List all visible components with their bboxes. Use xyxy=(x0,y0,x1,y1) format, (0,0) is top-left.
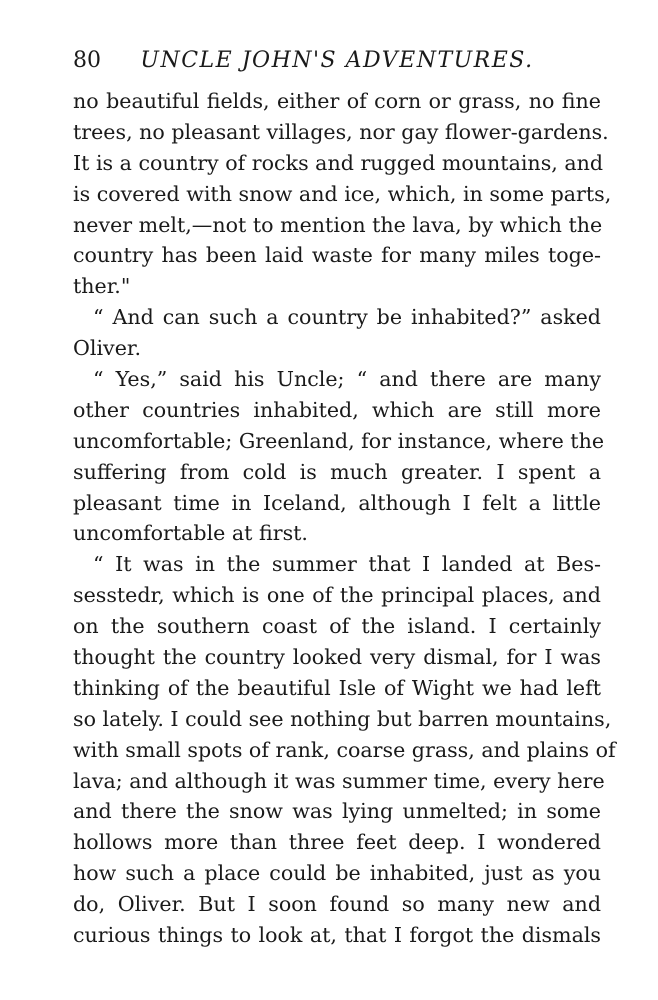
text-line: “ Yes,” said his Uncle; “ and there are many xyxy=(93,367,601,392)
text-line: on the southern coast of the island. I certainly xyxy=(73,614,601,639)
text-line: uncomfortable; Greenland, for instance, where the xyxy=(73,428,605,453)
text-line: curious things to look at, that I forgot the dismals xyxy=(73,923,601,948)
body-text xyxy=(73,86,616,951)
running-title: UNCLE JOHN'S ADVENTURES. xyxy=(140,48,534,73)
page-header xyxy=(73,46,601,76)
text-line: pleasant time in Iceland, although I felt a little xyxy=(73,490,601,515)
text-line: “ It was in the summer that I landed at Bes- xyxy=(93,552,601,577)
text-line: other countries inhabited, which are still more xyxy=(73,397,601,422)
text-line: lava; and although it was summer time, every here xyxy=(73,768,605,793)
text-line: is covered with snow and ice, which, in some parts, xyxy=(73,181,612,206)
text-line: do, Oliver. But I soon found so many new and xyxy=(73,892,601,917)
text-line: so lately. I could see nothing but barren mountains, xyxy=(73,706,612,731)
text-line: no beautiful fields, either of corn or grass, no fine xyxy=(73,89,601,113)
text-line: and there the snow was lying unmelted; in some xyxy=(73,799,601,824)
text-line: country has been laid waste for many miles toge- xyxy=(73,243,601,268)
text-line: thinking of the beautiful Isle of Wight we had left xyxy=(73,675,601,700)
text-line: suffering from cold is much greater. I spent a xyxy=(73,459,601,484)
text-line: hollows more than three feet deep. I wondered xyxy=(73,830,601,855)
page-number: 80 xyxy=(73,48,101,73)
text-line: thought the country looked very dismal, for I was xyxy=(73,645,601,670)
text-line: “ And can such a country be inhabited?” asked xyxy=(93,305,601,330)
text-line: trees, no pleasant villages, nor gay flower-gardens. xyxy=(73,119,609,144)
text-line: never melt,—not to mention the lava, by which the xyxy=(73,212,603,237)
text-line: how such a place could be inhabited, just as you xyxy=(73,861,601,886)
text-line: ther." xyxy=(73,274,131,299)
text-line: It is a country of rocks and rugged mountains, and xyxy=(73,150,604,175)
text-line: sesstedr, which is one of the principal places, and xyxy=(73,583,601,608)
text-line: uncomfortable at first. xyxy=(73,521,308,546)
text-line: with small spots of rank, coarse grass, and plains of xyxy=(73,737,616,762)
text-line: Oliver. xyxy=(73,336,142,361)
